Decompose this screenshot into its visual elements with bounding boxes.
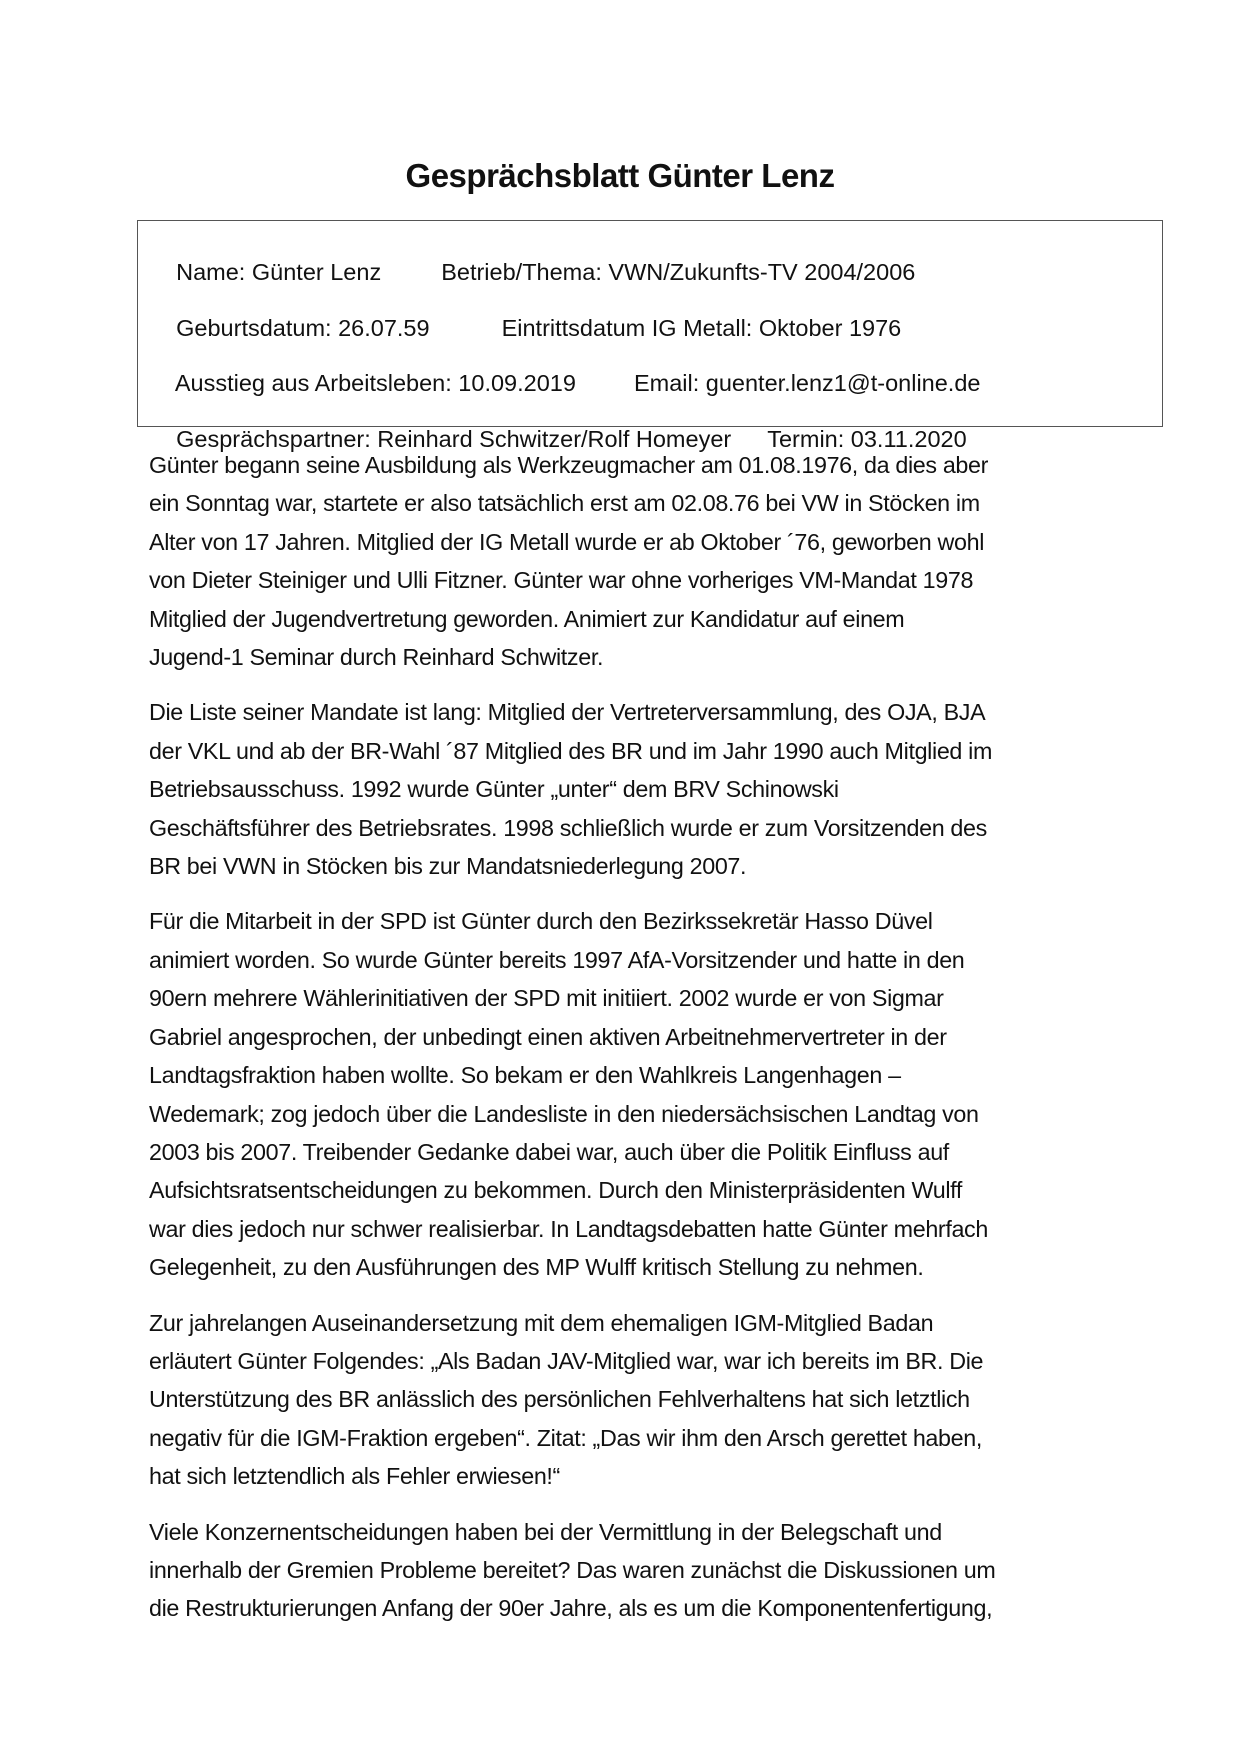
body-text bbox=[149, 446, 1159, 1645]
paragraph-corporate-decisions bbox=[149, 1513, 1159, 1628]
text-line: Wedemark; zog jedoch über die Landesliste in den niedersächsischen Landtag von bbox=[149, 1100, 979, 1127]
text-line: Mitglied der Jugendvertretung geworden. Animiert zur Kandidatur auf einem bbox=[149, 605, 905, 632]
info-interview-partners: Gesprächspartner: Reinhard Schwitzer/Rolf Homeyer bbox=[176, 426, 732, 452]
info-name: Name: Günter Lenz bbox=[176, 259, 382, 285]
text-line: Unterstützung des BR anlässlich des persönlichen Fehlverhaltens hat sich letztlich bbox=[149, 1386, 970, 1413]
text-line: Landtagsfraktion haben wollte. So bekam er den Wahlkreis Langenhagen – bbox=[149, 1062, 901, 1089]
text-line: Die Liste seiner Mandate ist lang: Mitglied der Vertreterversammlung, des OJA, BJA bbox=[149, 699, 986, 726]
text-line: innerhalb der Gremien Probleme bereitet? Das waren zunächst die Diskussionen um bbox=[149, 1556, 996, 1583]
text-line: negativ für die IGM-Fraktion ergeben“. Zitat: „Das wir ihm den Arsch gerettet haben, bbox=[149, 1424, 982, 1451]
text-line: Für die Mitarbeit in der SPD ist Günter durch den Bezirkssekretär Hasso Düvel bbox=[149, 908, 933, 935]
paragraph-spd bbox=[149, 902, 1159, 1286]
info-retirement: Ausstieg aus Arbeitsleben: 10.09.2019 bbox=[174, 370, 576, 396]
text-line: hat sich letztendlich als Fehler erwiesen!“ bbox=[149, 1463, 560, 1490]
text-line: animiert worden. So wurde Günter bereits 1997 AfA-Vorsitzender und hatte in den bbox=[149, 946, 965, 973]
paragraph-mandates bbox=[149, 693, 1159, 885]
info-appointment: Termin: 03.11.2020 bbox=[767, 426, 967, 452]
info-birthdate: Geburtsdatum: 26.07.59 bbox=[176, 315, 430, 341]
info-ig-metall-entry: Eintrittsdatum IG Metall: Oktober 1976 bbox=[501, 315, 902, 341]
text-line: war dies jedoch nur schwer realisierbar. In Landtagsdebatten hatte Günter mehrfach bbox=[149, 1215, 988, 1242]
text-line: Gabriel angesprochen, der unbedingt einen aktiven Arbeitnehmervertreter in der bbox=[149, 1023, 947, 1050]
text-line: 2003 bis 2007. Treibender Gedanke dabei war, auch über die Politik Einfluss auf bbox=[149, 1138, 949, 1165]
text-line: Gelegenheit, zu den Ausführungen des MP Wulff kritisch Stellung zu nehmen. bbox=[149, 1254, 924, 1281]
text-line: ein Sonntag war, startete er also tatsächlich erst am 02.08.76 bei VW in Stöcken im bbox=[149, 490, 980, 517]
text-line: BR bei VWN in Stöcken bis zur Mandatsniederlegung 2007. bbox=[149, 853, 747, 880]
text-line: von Dieter Steiniger und Ulli Fitzner. Günter war ohne vorheriges VM-Mandat 1978 bbox=[149, 567, 974, 594]
text-line: Günter begann seine Ausbildung als Werkzeugmacher am 01.08.1976, da dies aber bbox=[149, 452, 989, 478]
text-line: Alter von 17 Jahren. Mitglied der IG Metall wurde er ab Oktober ´76, geworben wohl bbox=[149, 528, 985, 555]
text-line: Geschäftsführer des Betriebsrates. 1998 schließlich wurde er zum Vorsitzenden des bbox=[149, 814, 987, 841]
text-line: Aufsichtsratsentscheidungen zu bekommen. Durch den Ministerpräsidenten Wulff bbox=[149, 1177, 962, 1204]
text-line: Viele Konzernentscheidungen haben bei der Vermittlung in der Belegschaft und bbox=[149, 1518, 942, 1545]
paragraph-badan bbox=[149, 1304, 1159, 1496]
text-line: die Restrukturierungen Anfang der 90er Jahre, als es um die Komponentenfertigung, bbox=[149, 1595, 993, 1622]
text-line: erläutert Günter Folgendes: „Als Badan JAV-Mitglied war, war ich bereits im BR. Die bbox=[149, 1347, 984, 1374]
info-company-topic: Betrieb/Thema: VWN/Zukunfts-TV 2004/2006 bbox=[441, 259, 916, 285]
text-line: Jugend-1 Seminar durch Reinhard Schwitzer. bbox=[149, 644, 604, 671]
info-email: Email: guenter.lenz1@t-online.de bbox=[633, 370, 981, 396]
text-line: Betriebsausschuss. 1992 wurde Günter „unter“ dem BRV Schinowski bbox=[149, 776, 839, 803]
document-title: Gesprächsblatt Günter Lenz bbox=[405, 157, 835, 194]
info-box bbox=[137, 220, 1163, 452]
paragraph-apprenticeship bbox=[149, 446, 1159, 676]
text-line: 90ern mehrere Wählerinitiativen der SPD mit initiiert. 2002 wurde er von Sigmar bbox=[149, 985, 944, 1012]
text-line: der VKL und ab der BR-Wahl ´87 Mitglied des BR und im Jahr 1990 auch Mitglied im bbox=[149, 737, 993, 764]
text-line: Zur jahrelangen Auseinandersetzung mit dem ehemaligen IGM-Mitglied Badan bbox=[149, 1309, 934, 1336]
